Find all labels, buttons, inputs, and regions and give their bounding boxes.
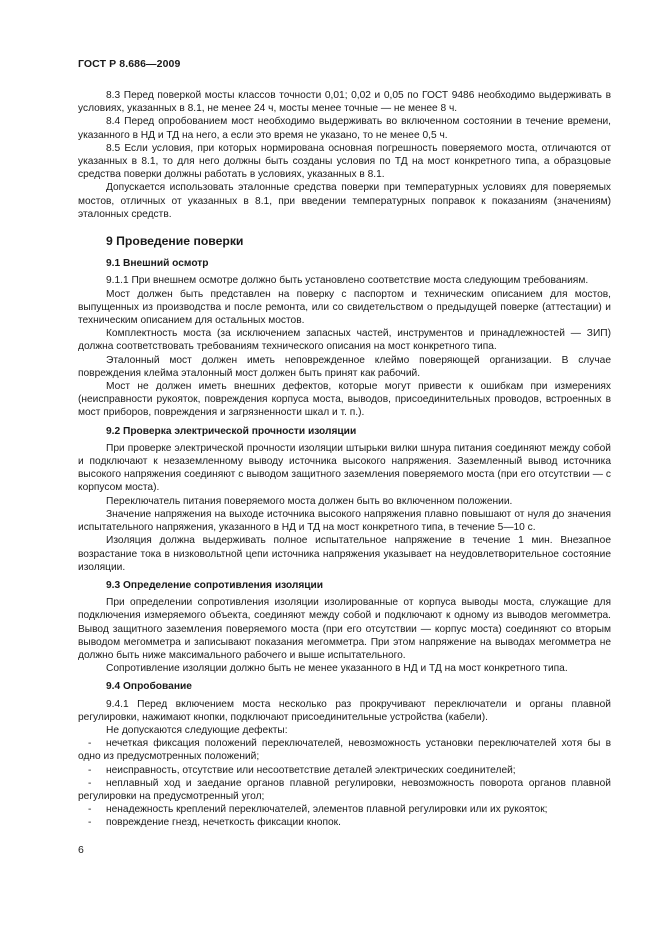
- subsection-9-2-title: 9.2 Проверка электрической прочности изоляции: [106, 425, 357, 437]
- page-number: 6: [78, 844, 84, 856]
- paragraph: Мост должен быть представлен на поверку с паспортом и техническим описанием для мостов, выпущенных из производства и после ремонта, или со свидетельством о предыдущей поверке (аттестации) и техническим описанием для остальных мостов.: [78, 288, 611, 327]
- document-body: [78, 89, 611, 830]
- paragraph: Переключатель питания поверяемого моста должен быть во включенном положении.: [106, 495, 513, 507]
- paragraph: 9.4.1 Перед включением моста несколько раз прокручивают переключатели и органы плавной регулировки, нажимают кнопки, подключают присоединительные устройства (кабели).: [78, 698, 611, 723]
- dash-marker: -: [88, 777, 92, 789]
- paragraph: Комплектность моста (за исключением запасных частей, инструментов и принадлежностей — ЗИП) должна соответствовать требованиям технического описания на мост конкретного типа.: [78, 328, 611, 353]
- paragraph: Мост не должен иметь внешних дефектов, которые могут привести к ошибкам при измерениях (неисправности рукояток, повреждения корпуса моста, выводов, присоединительных проводов, встроенных в мост приборов, повреждения и загрязненности шкал и т. п.).: [78, 381, 611, 419]
- paragraph: При проверке электрической прочности изоляции штырьки вилки шнура питания соединяют между собой и подключают к незаземленному выводу источника высокого напряжения. Заземленный вывод источника высокого напряжения соединяют с выводом защитного заземления поверяемого моста (при его отсутствии — с корпусом моста).: [78, 442, 611, 494]
- paragraph: Изоляция должна выдерживать полное испытательное напряжение в течение 1 мин. Внезапное возрастание тока в низковольтной цепи источника напряжения указывает на неудовлетворительное состояние изоляции.: [78, 535, 611, 573]
- paragraph: Не допускаются следующие дефекты:: [106, 724, 288, 736]
- subsection-9-1-title: 9.1 Внешний осмотр: [106, 258, 209, 270]
- document-code-header: ГОСТ Р 8.686—2009: [78, 58, 181, 70]
- dash-marker: -: [88, 764, 92, 776]
- list-item: - нечеткая фиксация положений переключателей, невозможность установки переключателей хотя бы в одно из предусмотренных положений;: [78, 738, 611, 763]
- paragraph-8-5-note: Допускается использовать эталонные средства поверки при температурных условиях для поверяемых мостов, отличных от указанных в 8.1, при введении температурных поправок к показаниям (значениям) эталонных средств.: [78, 182, 611, 220]
- paragraph: При определении сопротивления изоляции изолированные от корпуса выводы моста, служащие для подключения измеряемого объекта, соединяют между собой и подключают к одному из выводов мегомметра. Вывод защитного заземления поверяемого моста (при его отсутствии — корпус моста) соединяют со вторым выводом мегомметра и записывают показания мегомметра. При этом напряжение на выводах мегомметра не должно быть ниже максимального рабочего и выше испытательного.: [78, 597, 611, 661]
- paragraph: 9.1.1 При внешнем осмотре должно быть установлено соответствие моста следующим требованиям.: [106, 275, 589, 287]
- paragraph-8-3: 8.3 Перед поверкой мосты классов точности 0,01; 0,02 и 0,05 по ГОСТ 9486 необходимо выдерживать в условиях, указанных в 8.1, не менее 24 ч, мосты менее точные — не менее 8 ч.: [78, 90, 611, 115]
- paragraph: Значение напряжения на выходе источника высокого напряжения плавно повышают от нуля до значения испытательного напряжения, указанного в НД и ТД на мост конкретного типа, в течение 5—10 с.: [78, 508, 611, 534]
- paragraph: Сопротивление изоляции должно быть не менее указанного в НД и ТД на мост конкретного типа.: [106, 663, 568, 675]
- dash-marker: -: [88, 804, 92, 816]
- paragraph-8-4: 8.4 Перед опробованием мост необходимо выдерживать во включенном состоянии в течение времени, указанного в НД и ТД на него, а если это время не указано, то не менее 0,5 ч.: [78, 116, 611, 141]
- dash-marker: -: [88, 738, 92, 750]
- subsection-9-3-title: 9.3 Определение сопротивления изоляции: [106, 579, 324, 591]
- paragraph: Эталонный мост должен иметь неповрежденное клеймо поверяющей организации. В случае повреждения клейма эталонный мост должен быть принят как рабочий.: [78, 354, 611, 379]
- subsection-9-4-title: 9.4 Опробование: [106, 681, 192, 693]
- section-9-title: 9 Проведение поверки: [106, 234, 244, 249]
- dash-marker: -: [88, 817, 92, 829]
- list-item: - повреждение гнезд, нечеткость фиксации кнопок.: [88, 817, 341, 829]
- list-item: - ненадежность креплений переключателей, элементов плавной регулировки или их рукояток;: [88, 804, 548, 816]
- defects-list: [78, 737, 611, 829]
- paragraph-8-5: 8.5 Если условия, при которых нормирована основная погрешность поверяемого моста, отличаются от указанных в 8.1, то для него должны быть созданы условия по ТД на мост конкретного типа, а образцовые средства поверки должны работать в условиях, указанных в 8.1.: [78, 142, 611, 181]
- list-item: - неисправность, отсутствие или несоответствие деталей электрических соединителей;: [88, 764, 516, 776]
- list-item: - неплавный ход и заедание органов плавной регулировки, невозможность поворота органов плавной регулировки на предусмотренный угол;: [78, 777, 611, 802]
